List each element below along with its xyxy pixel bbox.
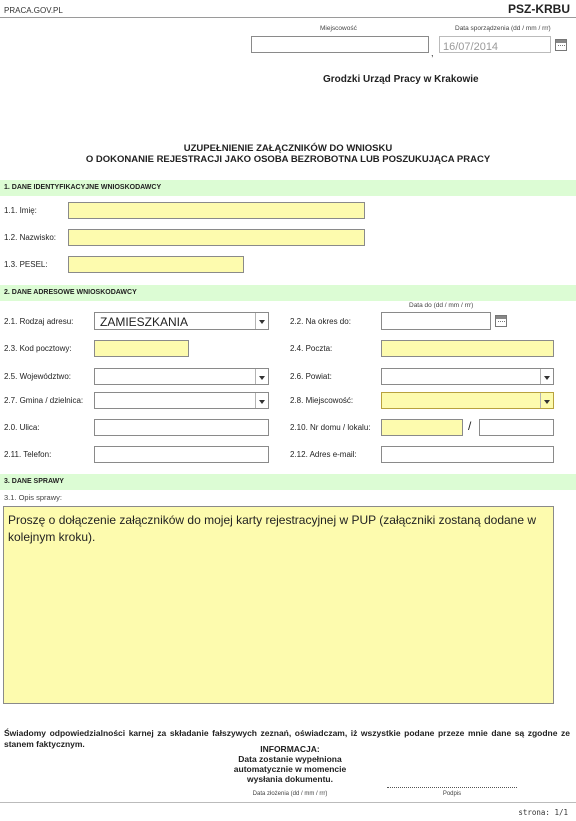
period-date-input[interactable] bbox=[381, 312, 491, 330]
name-label: 1.1. Imię: bbox=[4, 206, 37, 215]
chevron-down-icon[interactable] bbox=[255, 313, 268, 329]
email-label: 2.12. Adres e-mail: bbox=[290, 450, 357, 459]
chevron-down-icon[interactable] bbox=[540, 369, 553, 384]
house-number-input[interactable] bbox=[381, 419, 463, 436]
office-name: Grodzki Urząd Pracy w Krakowie bbox=[323, 74, 479, 85]
locality-label: 2.8. Miejscowość: bbox=[290, 396, 354, 405]
case-description-label: 3.1. Opis sprawy: bbox=[4, 493, 62, 502]
info-title: INFORMACJA: bbox=[260, 744, 320, 754]
case-description-textarea[interactable]: Proszę o dołączenie załączników do mojej karty rejestracyjnej w PUP (załączniki zostaną dodane w kolejnym kroku). bbox=[3, 506, 554, 704]
footer-divider bbox=[0, 802, 576, 803]
section-identification: 1. DANE IDENTYFIKACYJNE WNIOSKODAWCY bbox=[0, 180, 576, 196]
commune-select[interactable] bbox=[94, 392, 269, 409]
creation-date-field: 16/07/2014 bbox=[439, 36, 551, 53]
declaration-text: Świadomy odpowiedzialności karnej za składanie fałszywych zeznań, oświadczam, iż wszystkie podane przeze mnie dane są zgodne ze stanem faktycznym. bbox=[4, 728, 570, 749]
post-label: 2.4. Poczta: bbox=[290, 344, 333, 353]
phone-label: 2.11. Telefon: bbox=[4, 450, 52, 459]
info-line1: Data zostanie wypełniona bbox=[238, 754, 342, 764]
calendar-icon[interactable] bbox=[555, 39, 567, 51]
chevron-down-icon[interactable] bbox=[255, 369, 268, 384]
county-label: 2.6. Powiat: bbox=[290, 372, 332, 381]
comma: , bbox=[431, 48, 434, 58]
street-label: 2.0. Ulica: bbox=[4, 423, 40, 432]
address-type-label: 2.1. Rodzaj adresu: bbox=[4, 317, 74, 326]
pesel-input[interactable] bbox=[68, 256, 244, 273]
form-code: PSZ-KRBU bbox=[508, 2, 570, 16]
pesel-label: 1.3. PESEL: bbox=[4, 260, 48, 269]
place-input[interactable] bbox=[251, 36, 429, 53]
street-input[interactable] bbox=[94, 419, 269, 436]
phone-input[interactable] bbox=[94, 446, 269, 463]
postcode-label: 2.3. Kod pocztowy: bbox=[4, 344, 72, 353]
flat-number-input[interactable] bbox=[479, 419, 554, 436]
signature-caption: Podpis bbox=[442, 791, 462, 797]
submission-date-caption: Data złożenia (dd / mm / rrr) bbox=[252, 791, 328, 797]
info-block bbox=[200, 744, 380, 784]
surname-input[interactable] bbox=[68, 229, 365, 246]
calendar-icon[interactable] bbox=[495, 315, 507, 327]
house-number-label: 2.10. Nr domu / lokalu: bbox=[290, 423, 371, 432]
site-name: PRACA.GOV.PL bbox=[4, 6, 63, 15]
header-divider bbox=[0, 17, 576, 18]
section-case: 3. DANE SPRAWY bbox=[0, 474, 576, 490]
date-to-caption: Data do (dd / mm / rrr) bbox=[409, 302, 474, 309]
section-address: 2. DANE ADRESOWE WNIOSKODAWCY bbox=[0, 285, 576, 301]
period-label: 2.2. Na okres do: bbox=[290, 317, 351, 326]
chevron-down-icon[interactable] bbox=[540, 393, 553, 408]
place-label: Miejscowość bbox=[320, 25, 357, 32]
form-title-line1: UZUPEŁNIENIE ZAŁĄCZNIKÓW DO WNIOSKU bbox=[183, 143, 393, 154]
voivodeship-select[interactable] bbox=[94, 368, 269, 385]
creation-date-label: Data sporządzenia (dd / mm / rrr) bbox=[455, 25, 551, 32]
postcode-input[interactable] bbox=[94, 340, 189, 357]
page-number: strona: 1/1 bbox=[518, 808, 568, 817]
form-title-line2: O DOKONANIE REJESTRACJI JAKO OSOBA BEZROBOTNA LUB POSZUKUJĄCA PRACY bbox=[85, 154, 491, 165]
voivodeship-label: 2.5. Województwo: bbox=[4, 372, 71, 381]
post-input[interactable] bbox=[381, 340, 554, 357]
county-select[interactable] bbox=[381, 368, 554, 385]
commune-label: 2.7. Gmina / dzielnica: bbox=[4, 396, 84, 405]
name-input[interactable] bbox=[68, 202, 365, 219]
surname-label: 1.2. Nazwisko: bbox=[4, 233, 57, 242]
info-line2: automatycznie w momencie bbox=[233, 764, 347, 774]
info-line3: wysłania dokumentu. bbox=[247, 774, 333, 784]
locality-select[interactable] bbox=[381, 392, 554, 409]
signature-line bbox=[387, 787, 517, 788]
house-slash: / bbox=[468, 419, 472, 433]
address-type-select[interactable]: ZAMIESZKANIA bbox=[94, 312, 269, 330]
email-input[interactable] bbox=[381, 446, 554, 463]
chevron-down-icon[interactable] bbox=[255, 393, 268, 408]
